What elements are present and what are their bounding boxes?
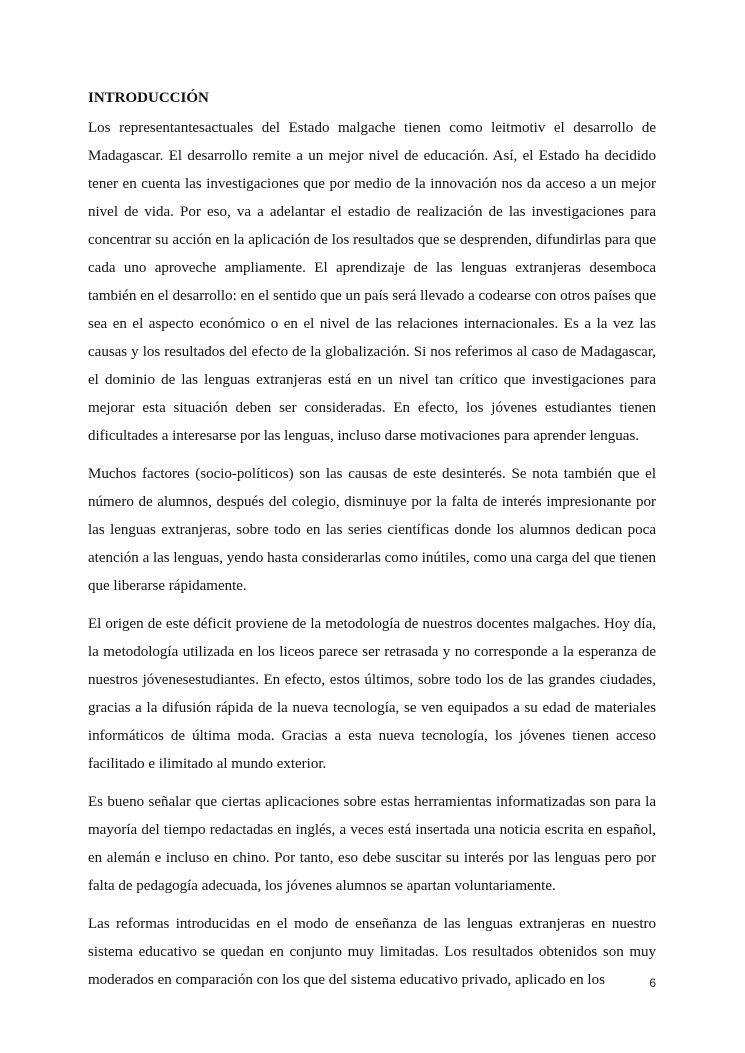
page-body	[88, 84, 656, 1004]
section-heading: INTRODUCCIÓN	[88, 90, 209, 106]
paragraph-4: Es bueno señalar que ciertas aplicaciones sobre estas herramientas informatizadas son para la mayoría del tiempo redactadas en inglés, a veces está insertada una noticia escrita en español, en alemán e incluso en chino. Por tanto, eso debe suscitar su interés por las lenguas pero por falta de pedagogía adecuada, los jóvenes alumnos se apartan voluntariamente.	[88, 794, 656, 894]
paragraph-1: Los representantesactuales del Estado malgache tienen como leitmotiv el desarrollo de Madagascar. El desarrollo remite a un mejor nivel de educación. Así, el Estado ha decidido tener en cuenta las investigaciones que por medio de la innovación nos da acceso a un mejor nivel de vida. Por eso, va a adelantar el estadio de realización de las investigaciones para concentrar su acción en la aplicación de los resultados que se desprenden, difundirlas para que cada uno aproveche ampliamente. El aprendizaje de las lenguas extranjeras desemboca también en el desarrollo: en el sentido que un país será llevado a codearse con otros países que sea en el aspecto económico o en el nivel de las relaciones internacionales. Es a la vez las causas y los resultados del efecto de la globalización. Si nos referimos al caso de Madagascar, el dominio de las lenguas extranjeras está en un nivel tan crítico que investigaciones para mejorar esta situación deben ser consideradas. En efecto, los jóvenes estudiantes tienen dificultades a interesarse por las lenguas, incluso darse motivaciones para aprender lenguas.	[88, 120, 656, 444]
paragraph-2: Muchos factores (socio-políticos) son las causas de este desinterés. Se nota también que el número de alumnos, después del colegio, disminuye por la falta de interés impresionante por las lenguas extranjeras, sobre todo en las series científicas donde los alumnos dedican poca atención a las lenguas, yendo hasta considerarlas como inútiles, como una carga del que tienen que liberarse rápidamente.	[88, 466, 656, 594]
paragraph-5: Las reformas introducidas en el modo de enseñanza de las lenguas extranjeras en nuestro sistema educativo se quedan en conjunto muy limitadas. Los resultados obtenidos son muy moderados en comparación con los que del sistema educativo privado, aplicado en los	[88, 916, 656, 988]
page-number: 6	[649, 976, 656, 990]
paragraph-3: El origen de este déficit proviene de la metodología de nuestros docentes malgaches. Hoy día, la metodología utilizada en los liceos parece ser retrasada y no corresponde a la esperanza de nuestros jóvenesestudiantes. En efecto, estos últimos, sobre todo los de las grandes ciudades, gracias a la difusión rápida de la nueva tecnología, se ven equipados a su edad de materiales informáticos de última moda. Gracias a esta nueva tecnología, los jóvenes tienen acceso facilitado e ilimitado al mundo exterior.	[88, 616, 656, 772]
